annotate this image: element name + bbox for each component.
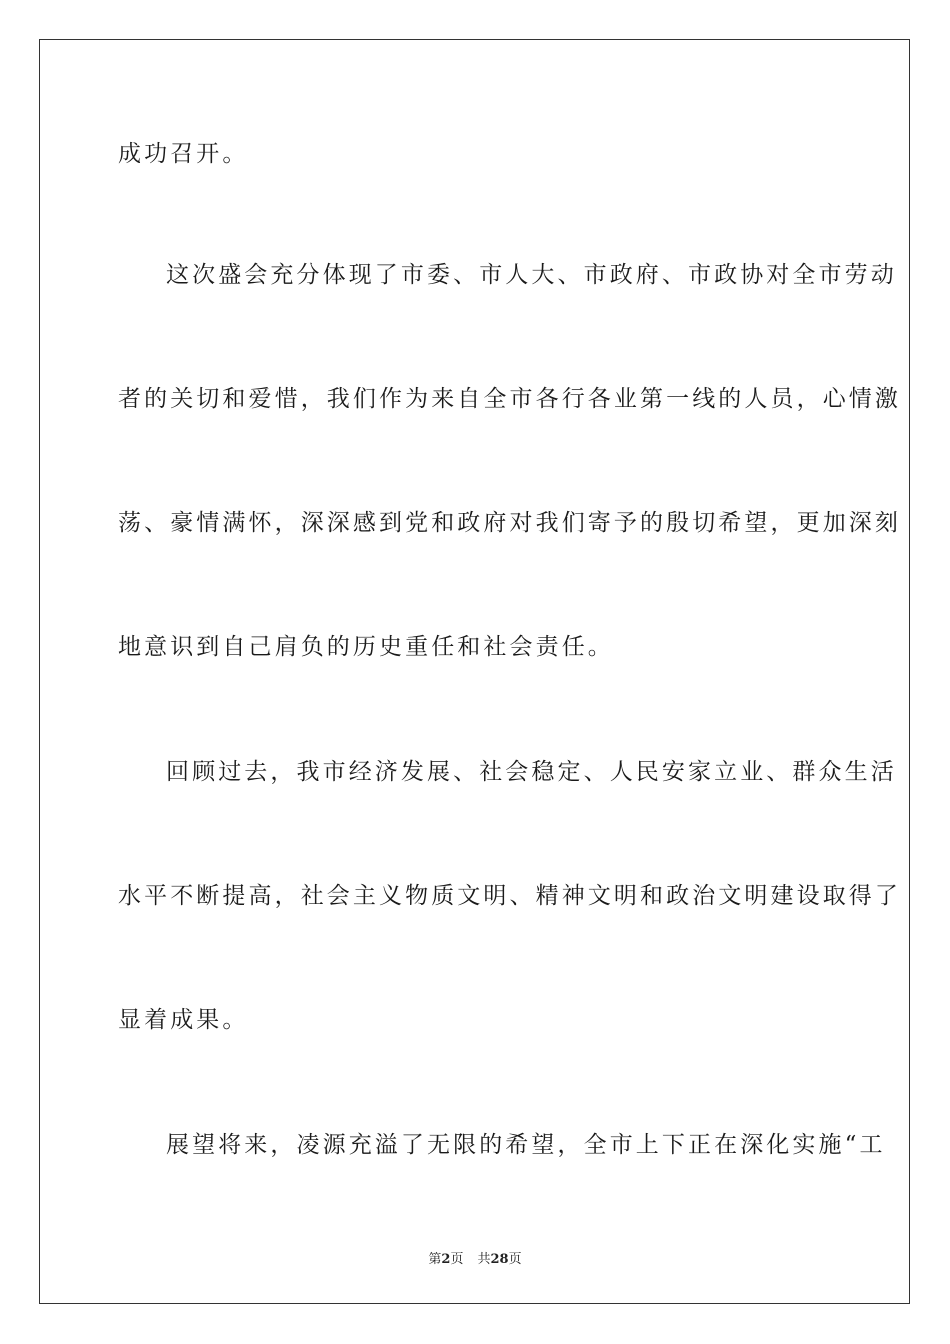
page-border: [39, 39, 910, 1304]
paragraph-line: 地意识到自己肩负的历史重任和社会责任。: [118, 634, 614, 660]
total-pages: 28: [490, 1252, 509, 1267]
page-number: 2: [441, 1252, 451, 1267]
total-suffix: 页: [508, 1252, 522, 1267]
paragraph-line: 显着成果。: [118, 1007, 249, 1033]
page-prefix: 第: [428, 1252, 442, 1267]
paragraph-line: 水平不断提高，社会主义物质文明、精神文明和政治文明建设取得了: [118, 883, 901, 909]
paragraph-line: 者的关切和爱惜，我们作为来自全市各行各业第一线的人员，心情激: [118, 386, 901, 412]
page-suffix: 页: [450, 1252, 464, 1267]
paragraph-line: 展望将来，凌源充溢了无限的希望，全市上下正在深化实施“工: [166, 1132, 886, 1158]
paragraph-line: 成功召开。: [118, 141, 249, 167]
paragraph-line: 这次盛会充分体现了市委、市人大、市政府、市政协对全市劳动: [166, 262, 897, 288]
page-footer: [0, 1248, 950, 1267]
total-prefix: 共: [477, 1252, 491, 1267]
paragraph-line: 回顾过去，我市经济发展、社会稳定、人民安家立业、群众生活: [166, 759, 897, 785]
paragraph-line: 荡、豪情满怀，深深感到党和政府对我们寄予的殷切希望，更加深刻: [118, 510, 901, 536]
